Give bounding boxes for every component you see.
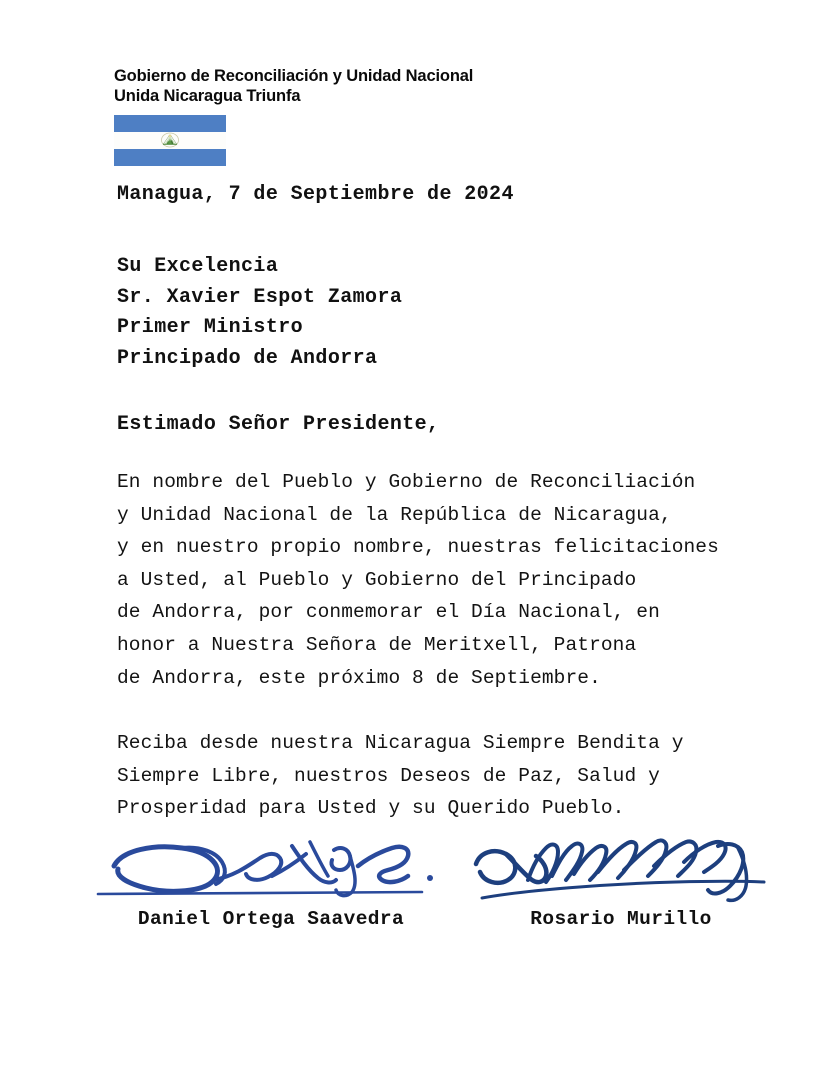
paragraph-line: Siempre Libre, nuestros Deseos de Paz, Salud y <box>117 764 660 787</box>
body-paragraph-1 <box>117 466 737 694</box>
paragraph-line: de Andorra, por conmemorar el Día Nacional, en <box>117 601 660 624</box>
recipient-address-block <box>117 252 402 374</box>
flag-band-middle <box>114 132 226 149</box>
nicaragua-flag-icon <box>114 115 226 166</box>
signatory-name-left: Daniel Ortega Saavedra <box>137 908 405 930</box>
paragraph-line: honor a Nuestra Señora de Meritxell, Patrona <box>117 633 637 656</box>
paragraph-line: Prosperidad para Usted y su Querido Pueblo. <box>117 797 625 820</box>
address-line: Primer Ministro <box>117 316 304 339</box>
salutation: Estimado Señor Presidente, <box>117 413 440 436</box>
signature-ink-daniel-ortega <box>96 836 446 908</box>
flag-band-top <box>114 115 226 132</box>
paragraph-line: de Andorra, este próximo 8 de Septiembre. <box>117 666 601 689</box>
letterhead-line-1: Gobierno de Reconciliación y Unidad Nacional <box>114 67 474 85</box>
letterhead-line-2: Unida Nicaragua Triunfa <box>114 87 301 105</box>
address-line: Su Excelencia <box>117 255 279 278</box>
signature-area <box>0 836 825 946</box>
paragraph-line: En nombre del Pueblo y Gobierno de Reconciliación <box>117 471 696 493</box>
body-paragraph-2 <box>117 727 737 825</box>
signatory-name-right: Rosario Murillo <box>530 908 712 930</box>
letterhead <box>114 66 734 106</box>
address-line: Sr. Xavier Espot Zamora <box>117 285 403 309</box>
paragraph-line: Reciba desde nuestra Nicaragua Siempre Bendita y <box>117 732 684 754</box>
paragraph-line: y en nuestro propio nombre, nuestras felicitaciones <box>117 536 719 559</box>
paragraph-line: a Usted, al Pueblo y Gobierno del Principado <box>117 568 637 591</box>
flag-band-bottom <box>114 149 226 166</box>
address-line: Principado de Andorra <box>117 346 378 370</box>
signature-ink-rosario-murillo <box>466 836 776 908</box>
coat-of-arms-icon <box>161 132 180 148</box>
paragraph-line: y Unidad Nacional de la República de Nicaragua, <box>117 503 672 526</box>
date-line: Managua, 7 de Septiembre de 2024 <box>117 183 514 206</box>
